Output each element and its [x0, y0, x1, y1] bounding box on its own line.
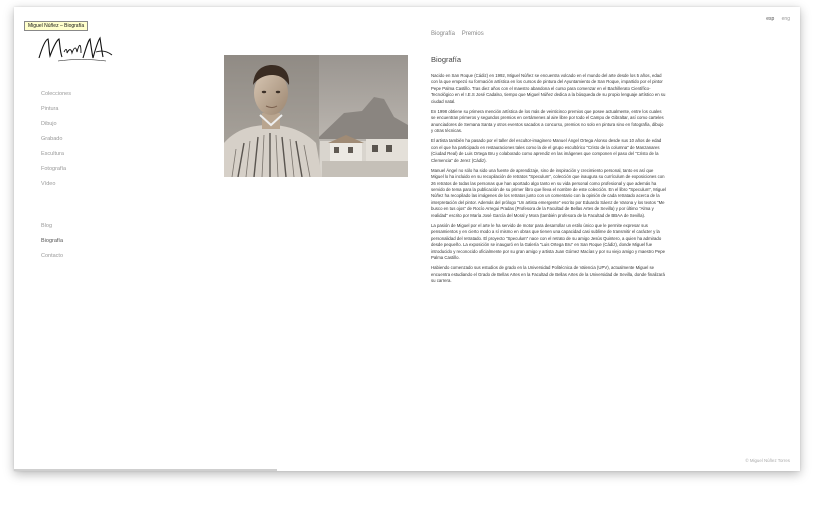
scroll-indicator [14, 469, 277, 471]
bio-paragraph: La pasión de Miguel por el arte le ha servido de motor para desarrollar un estilo único que le permite expresar sus pensamientos y en cierto modo a sí mismo en obras que tienen una capacidad casi sublime de transmitir el carácter y la personalidad del retratado. El proyecto "Speculum" nace con el retrato de su amigo Jesús Quintero, a quien ha admirado desde pequeño. La exposición se inauguró en la Galería "Luis Ortega Bru" en San Roque (Cádiz), donde Miguel fue introducido y reconocido oficialmente por su gran amigo y artista Juan Gómez Macías y por su viejo amigo y maestro Pepe Palma Castillo. [431, 222, 666, 261]
bio-paragraph: El artista también ha pasado por el taller del escultor-imaginero Manuel Ángel Ortega Alonso desde sus 10 años de edad con el que ha participado en restauraciones tales como la de el grupo escultórico "Cristo de la columna" de Manzanares (Ciudad Real) de Luis Ortega Bru y colaborado como aprendiz en las imágenes que componen el paso del "Cristo de la Clemencia" de Jerez (Cádiz). [431, 138, 662, 163]
tab-premios[interactable]: Premios [461, 31, 484, 37]
main-nav [41, 87, 71, 192]
lang-eng[interactable]: eng [781, 16, 790, 22]
bio-paragraph: Habiendo comenzado sus estudios de grado en la Universidad Politécnica de Valencia (UPV), actualmente Miguel se encuentra estudiando el Grado de Bellas Artes en la Facultad de Bellas Artes de la Universidad de Sevilla, donde finalizará su carrera. [431, 265, 665, 284]
signature-logo[interactable] [36, 34, 116, 64]
biography-text [431, 73, 666, 288]
language-switch [760, 16, 790, 22]
page-card [14, 7, 800, 471]
nav-grabado[interactable]: Grabado [41, 136, 63, 142]
nav-colecciones[interactable]: Colecciones [41, 91, 71, 97]
bio-paragraph: En 1998 obtiene su primera mención artística de los más de veinticinco premios que posee actualmente, entre los cuales se encuentran primeros y segundos premios en certámenes al aire libre por todo el Campo de Gibraltar, así como carteles anunciadores de Semana Santa y otros eventos sacados a concurso, premios no solo en pintura sino en fotografía, dibujo y otras técnicas. [431, 108, 664, 134]
copyright-footer: © Miguel Núñez Torres [745, 458, 790, 463]
nav-escultura[interactable]: Escultura [41, 151, 64, 157]
bio-paragraph: Manuel Ángel no sólo ha sido una fuente de aprendizaje, sino de inspiración y crecimiento personal, tanto es así que Miguel lo ha incluido en su recopilación de retratos "Speculum", colección que inaugura su currículum de exposiciones con 26 retratos de todas las personas que han aportado algo tanto en su vida personal como profesional y que además ha servido de tema para la publicación de su primer libro que lleva el nombre de este colección. En el libro "Speculum", Miguel Núñez ha recopilado las imágenes de los retratos junto con un comentario con la opinión de cada retratado acerca de la interpretación del pintor. Además del prólogo "Un artista emergente" escrito por Eduardo Sáenz de Varona y los textos "Me busco en tus ojos" de Rocío Arregui Pradas (Profesora de la Facultad de Bellas Artes de Sevilla) y por último "Alma y realidad" escrito por María José García del Moral y Mora (también profesora de la Facultad de BBAA de Sevilla). [431, 167, 666, 218]
tooltip: Miguel Núñez – Biografía [24, 21, 88, 31]
nav-biografia[interactable]: Biografía [41, 238, 64, 244]
nav-video[interactable]: Vídeo [41, 181, 56, 187]
tab-biografia[interactable]: Biografía [431, 31, 456, 37]
nav-dibujo[interactable]: Dibujo [41, 121, 57, 127]
artist-portrait-photo [224, 55, 408, 177]
nav-blog[interactable]: Blog [41, 223, 53, 229]
nav-pintura[interactable]: Pintura [41, 106, 59, 112]
nav-fotografia[interactable]: Fotografía [41, 166, 67, 172]
bio-paragraph: Nacido en San Roque (Cádiz) en 1992, Miguel Núñez se encuentra volcado en el mundo del arte desde los 5 años, edad con la que empezó su formación artística en los cursos de pintura del Ayuntamiento de San Roque, impartido por el pintor Pepe Palma Castillo. Tras diez años con el maestro abandona el curso para comenzar en el Bachillerato Científico-Tecnológico en el I.E.S José Cadalso, tiempo que Miguel Núñez dedica a la búsqueda de su propio lenguaje artístico en su ciudad natal. [431, 73, 666, 104]
section-tabs [431, 31, 489, 37]
secondary-nav [41, 219, 63, 264]
nav-contacto[interactable]: Contacto [41, 253, 64, 259]
section-title: Biografía [431, 55, 462, 64]
lang-esp[interactable]: esp [766, 16, 775, 22]
